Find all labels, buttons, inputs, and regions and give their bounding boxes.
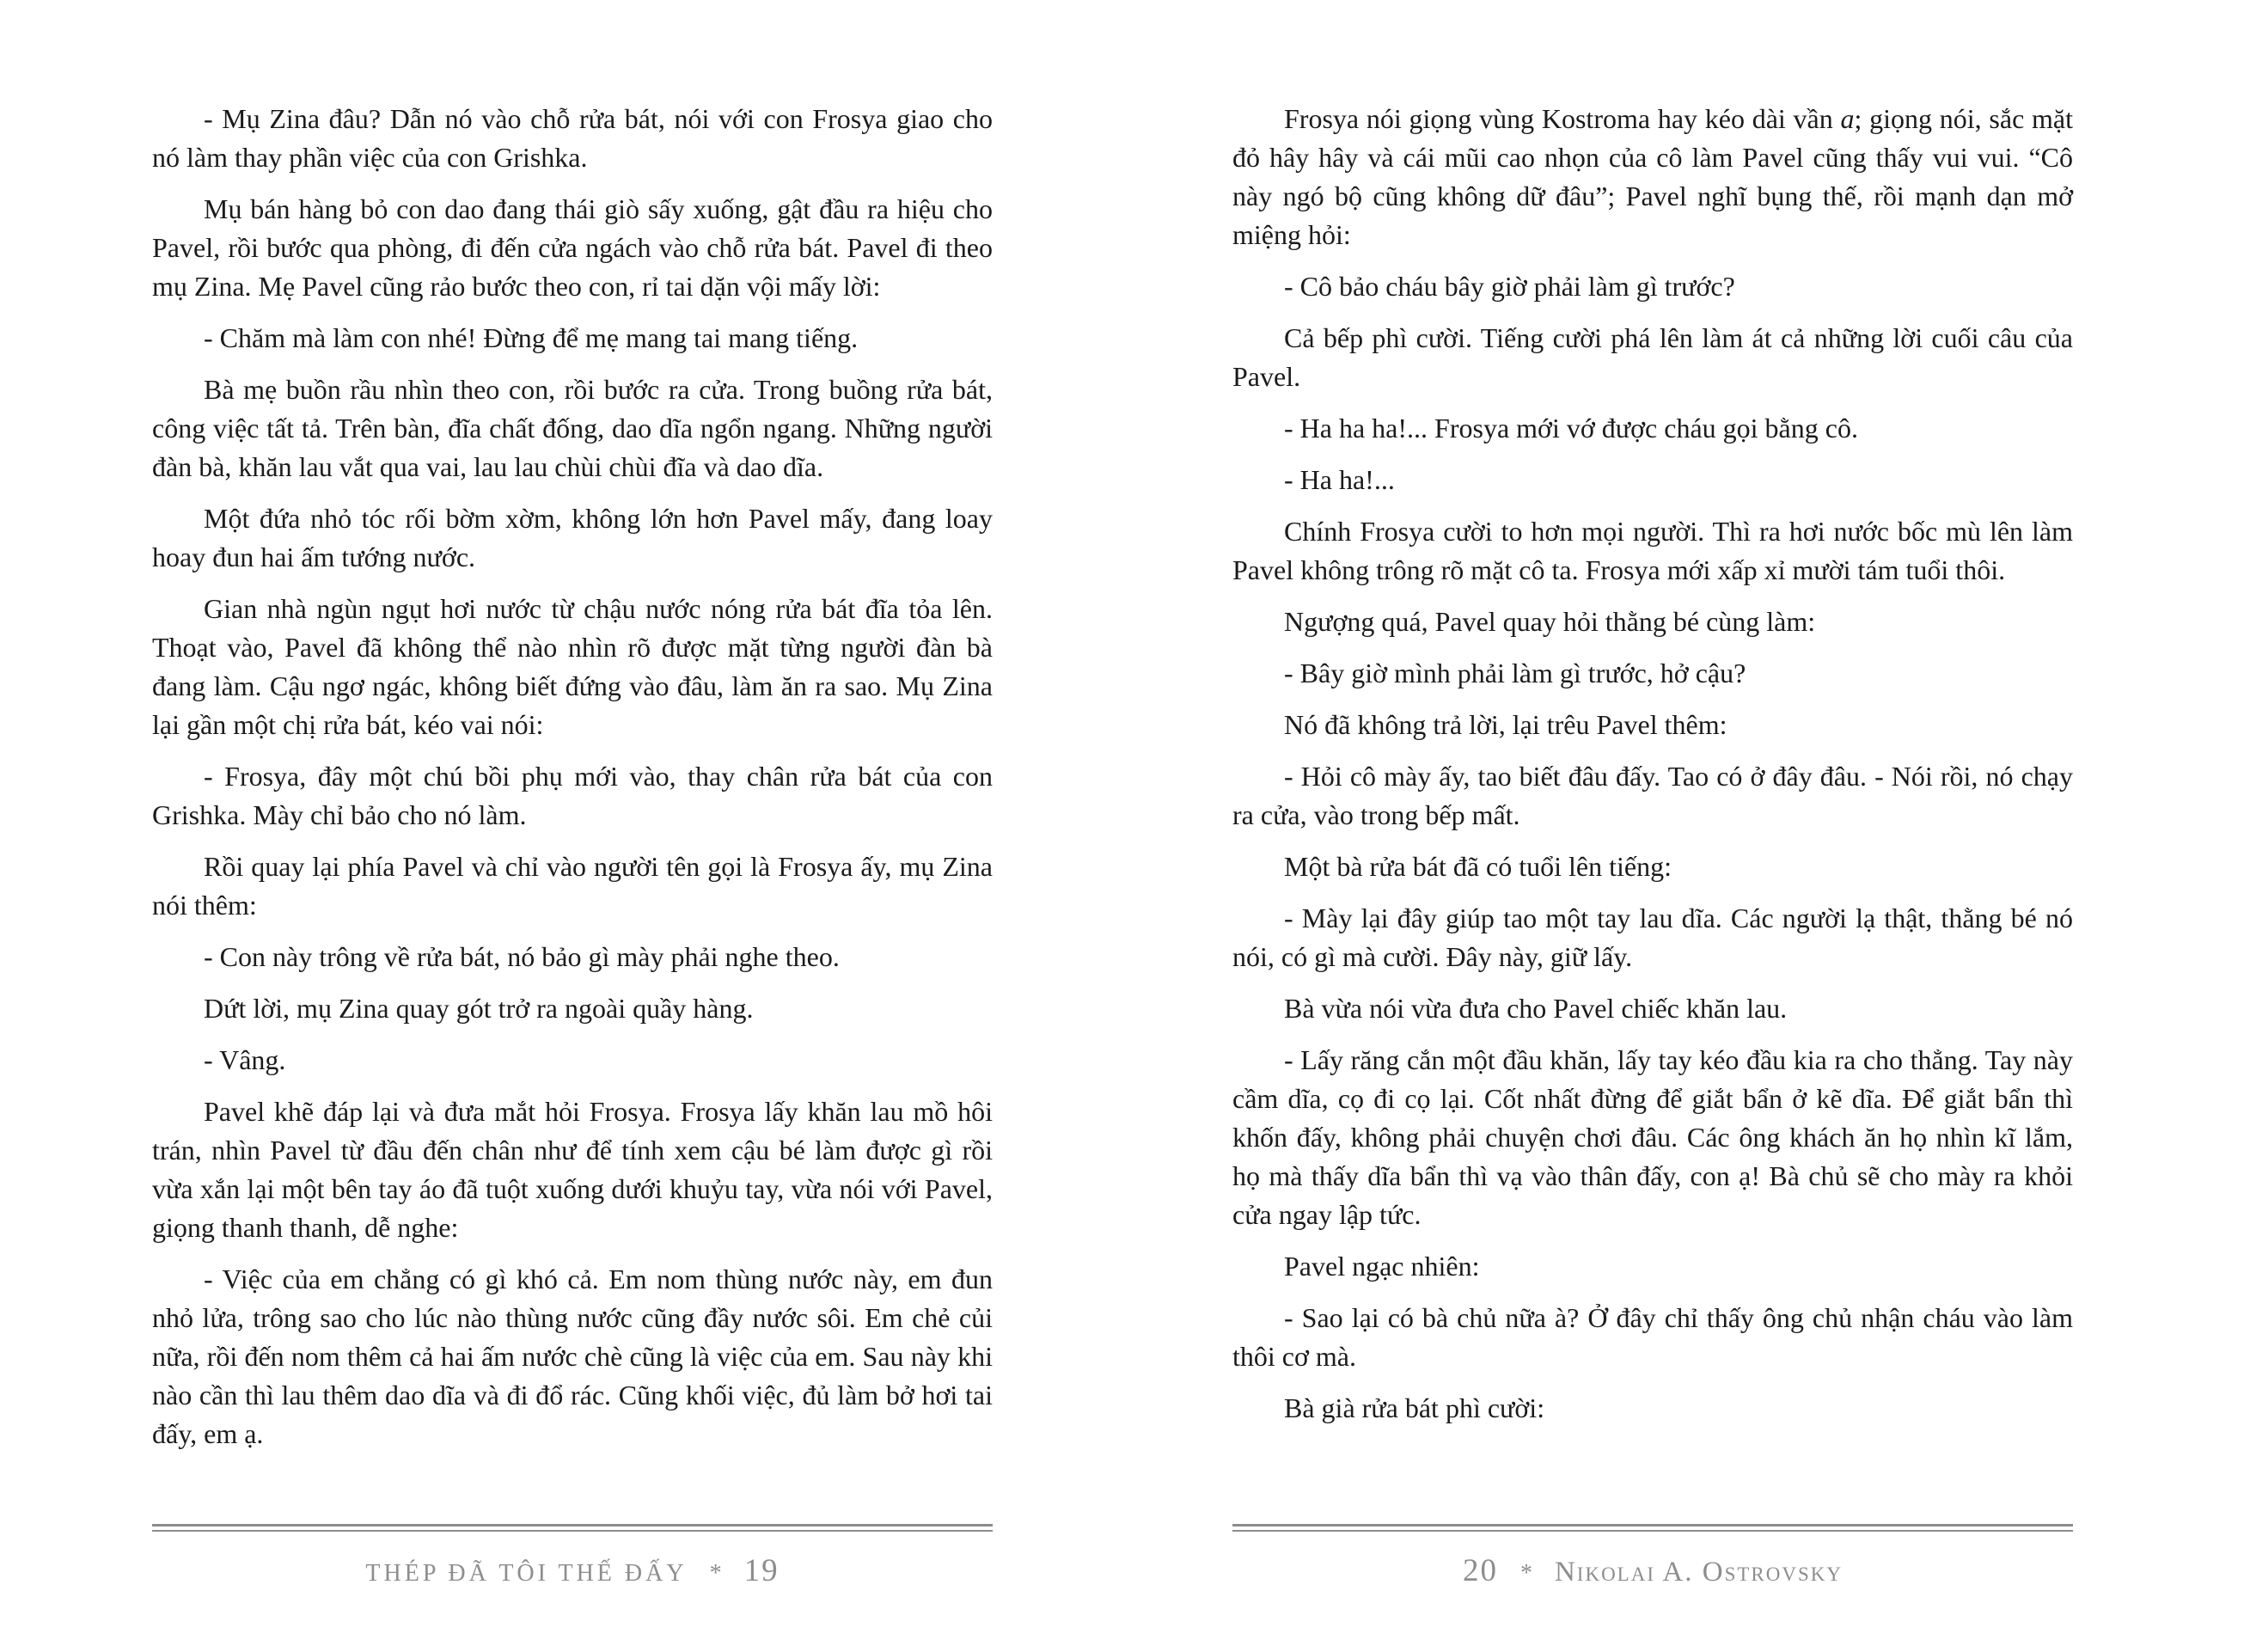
page-right-text-column: [1232, 100, 2073, 1441]
paragraph: - Mày lại đây giúp tao một tay lau dĩa. Các người lạ thật, thằng bé nó nói, có gì mà cười. Đây này, giữ lấy.: [1232, 902, 2073, 972]
paragraph: - Việc của em chẳng có gì khó cả. Em nom thùng nước này, em đun nhỏ lửa, trông sao cho lúc nào thùng nước cũng đầy nước sôi. Em chẻ củi nữa, rồi đến nom thêm cả hai ấm nước chè cũng là việc của em. Sau này khi nào cần thì lau thêm dao dĩa và đi đổ rác. Cũng khối việc, đủ làm bở hơi tai đấy, em ạ.: [152, 1263, 993, 1449]
page-number-right: 20: [1462, 1553, 1498, 1588]
footer-row: [1232, 1552, 2073, 1589]
page-number-left: 19: [743, 1553, 780, 1588]
paragraph: - Sao lại có bà chủ nữa à? Ở đây chỉ thấy ông chủ nhận cháu vào làm thôi cơ mà.: [1232, 1302, 2073, 1372]
paragraph: Frosya nói giọng vùng Kostroma hay kéo dài vần a; giọng nói, sắc mặt đỏ hây hây và cái mũi cao nhọn của cô làm Pavel cũng thấy vui vui. “Cô này ngó bộ cũng không dữ đâu”; Pavel nghĩ bụng thế, rồi mạnh dạn mở miệng hỏi:: [1232, 103, 2074, 250]
paragraph: Pavel ngạc nhiên:: [1284, 1251, 1480, 1282]
author-name: Nikolai A. Ostrovsky: [1554, 1557, 1844, 1588]
paragraph: - Vâng.: [204, 1044, 286, 1075]
paragraph: Pavel khẽ đáp lại và đưa mắt hỏi Frosya. Frosya lấy khăn lau mồ hôi trán, nhìn Pavel từ đầu đến chân như để tính xem cậu bé làm được gì rồi vừa xắn lại một bên tay áo đã tuột xuống dưới khuỷu tay, vừa nói với Pavel, giọng thanh thanh, dễ nghe:: [152, 1096, 993, 1243]
paragraph: Mụ bán hàng bỏ con dao đang thái giò sấy xuống, gật đầu ra hiệu cho Pavel, rồi bước qua phòng, đi đến cửa ngách vào chỗ rửa bát. Pavel đi theo mụ Zina. Mẹ Pavel cũng rảo bước theo con, rỉ tai dặn vội mấy lời:: [152, 193, 993, 302]
paragraph: Nó đã không trả lời, lại trêu Pavel thêm:: [1284, 709, 1727, 740]
paragraph: - Ha ha ha!... Frosya mới vớ được cháu gọi bằng cô.: [1284, 413, 1858, 444]
paragraph: Ngượng quá, Pavel quay hỏi thằng bé cùng làm:: [1284, 606, 1816, 637]
paragraph: - Bây giờ mình phải làm gì trước, hở cậu?: [1284, 658, 1746, 688]
paragraph: - Cô bảo cháu bây giờ phải làm gì trước?: [1284, 271, 1735, 302]
paragraph: Rồi quay lại phía Pavel và chỉ vào người tên gọi là Frosya ấy, mụ Zina nói thêm:: [152, 851, 993, 921]
paragraph: - Mụ Zina đâu? Dẫn nó vào chỗ rửa bát, nói với con Frosya giao cho nó làm thay phần việc của con Grishka.: [152, 103, 993, 173]
footer-rule: [1232, 1524, 2073, 1532]
paragraph: Bà mẹ buồn rầu nhìn theo con, rồi bước ra cửa. Trong buồng rửa bát, công việc tất tả. Trên bàn, đĩa chất đống, dao dĩa ngổn ngang. Những người đàn bà, khăn lau vắt qua vai, lau lau chùi chùi đĩa và dao dĩa.: [152, 374, 993, 482]
paragraph: - Ha ha!...: [1284, 464, 1395, 495]
page-right: [1232, 0, 2073, 1652]
paragraph: - Hỏi cô mày ấy, tao biết đâu đấy. Tao có ở đây đâu. - Nói rồi, nó chạy ra cửa, vào trong bếp mất.: [1232, 761, 2073, 830]
paragraph: Gian nhà ngùn ngụt hơi nước từ chậu nước nóng rửa bát đĩa tỏa lên. Thoạt vào, Pavel đã không thể nào nhìn rõ được mặt từng người đàn bà đang làm. Cậu ngơ ngác, không biết đứng vào đâu, làm ăn ra sao. Mụ Zina lại gần một chị rửa bát, kéo vai nói:: [152, 593, 993, 740]
page-left: [152, 0, 993, 1652]
running-title: THÉP ĐÃ TÔI THẾ ĐẤY: [365, 1560, 688, 1587]
paragraph: - Lấy răng cắn một đầu khăn, lấy tay kéo đầu kia ra cho thẳng. Tay này cầm dĩa, cọ đi cọ lại. Cốt nhất đừng để giắt bẩn ở kẽ dĩa. Để giắt bẩn thì khốn đấy, không phải chuyện chơi đâu. Các ông khách ăn họ nhìn kĩ lắm, họ mà thấy dĩa bẩn thì vạ vào thân đấy, con ạ! Bà chủ sẽ cho mày ra khỏi cửa ngay lập tức.: [1232, 1044, 2073, 1230]
footer-row: [152, 1552, 993, 1589]
paragraph: - Chăm mà làm con nhé! Đừng để mẹ mang tai mang tiếng.: [204, 322, 859, 353]
footer-rule: [152, 1524, 993, 1532]
paragraph: Chính Frosya cười to hơn mọi người. Thì ra hơi nước bốc mù lên làm Pavel không trông rõ mặt cô ta. Frosya mới xấp xỉ mười tám tuổi thôi.: [1232, 516, 2073, 585]
italic-text: a: [1840, 103, 1855, 134]
page-left-text-column: [152, 100, 993, 1466]
paragraph: Dứt lời, mụ Zina quay gót trở ra ngoài quầy hàng.: [204, 993, 754, 1024]
footer-separator-asterisk: *: [1519, 1560, 1532, 1587]
paragraph: Bà vừa nói vừa đưa cho Pavel chiếc khăn lau.: [1284, 993, 1788, 1024]
paragraph: Bà già rửa bát phì cười:: [1284, 1392, 1545, 1423]
page-left-footer: [152, 1524, 993, 1589]
page-right-footer: [1232, 1524, 2073, 1589]
paragraph: - Con này trông về rửa bát, nó bảo gì mày phải nghe theo.: [204, 941, 840, 972]
paragraph: - Frosya, đây một chú bồi phụ mới vào, thay chân rửa bát của con Grishka. Mày chỉ bảo cho nó làm.: [152, 761, 993, 830]
footer-separator-asterisk: *: [709, 1560, 722, 1587]
paragraph: Một bà rửa bát đã có tuổi lên tiếng:: [1284, 851, 1672, 882]
paragraph: Cả bếp phì cười. Tiếng cười phá lên làm át cả những lời cuối câu của Pavel.: [1232, 322, 2073, 392]
paragraph: Một đứa nhỏ tóc rối bờm xờm, không lớn hơn Pavel mấy, đang loay hoay đun hai ấm tướng nước.: [152, 503, 993, 572]
